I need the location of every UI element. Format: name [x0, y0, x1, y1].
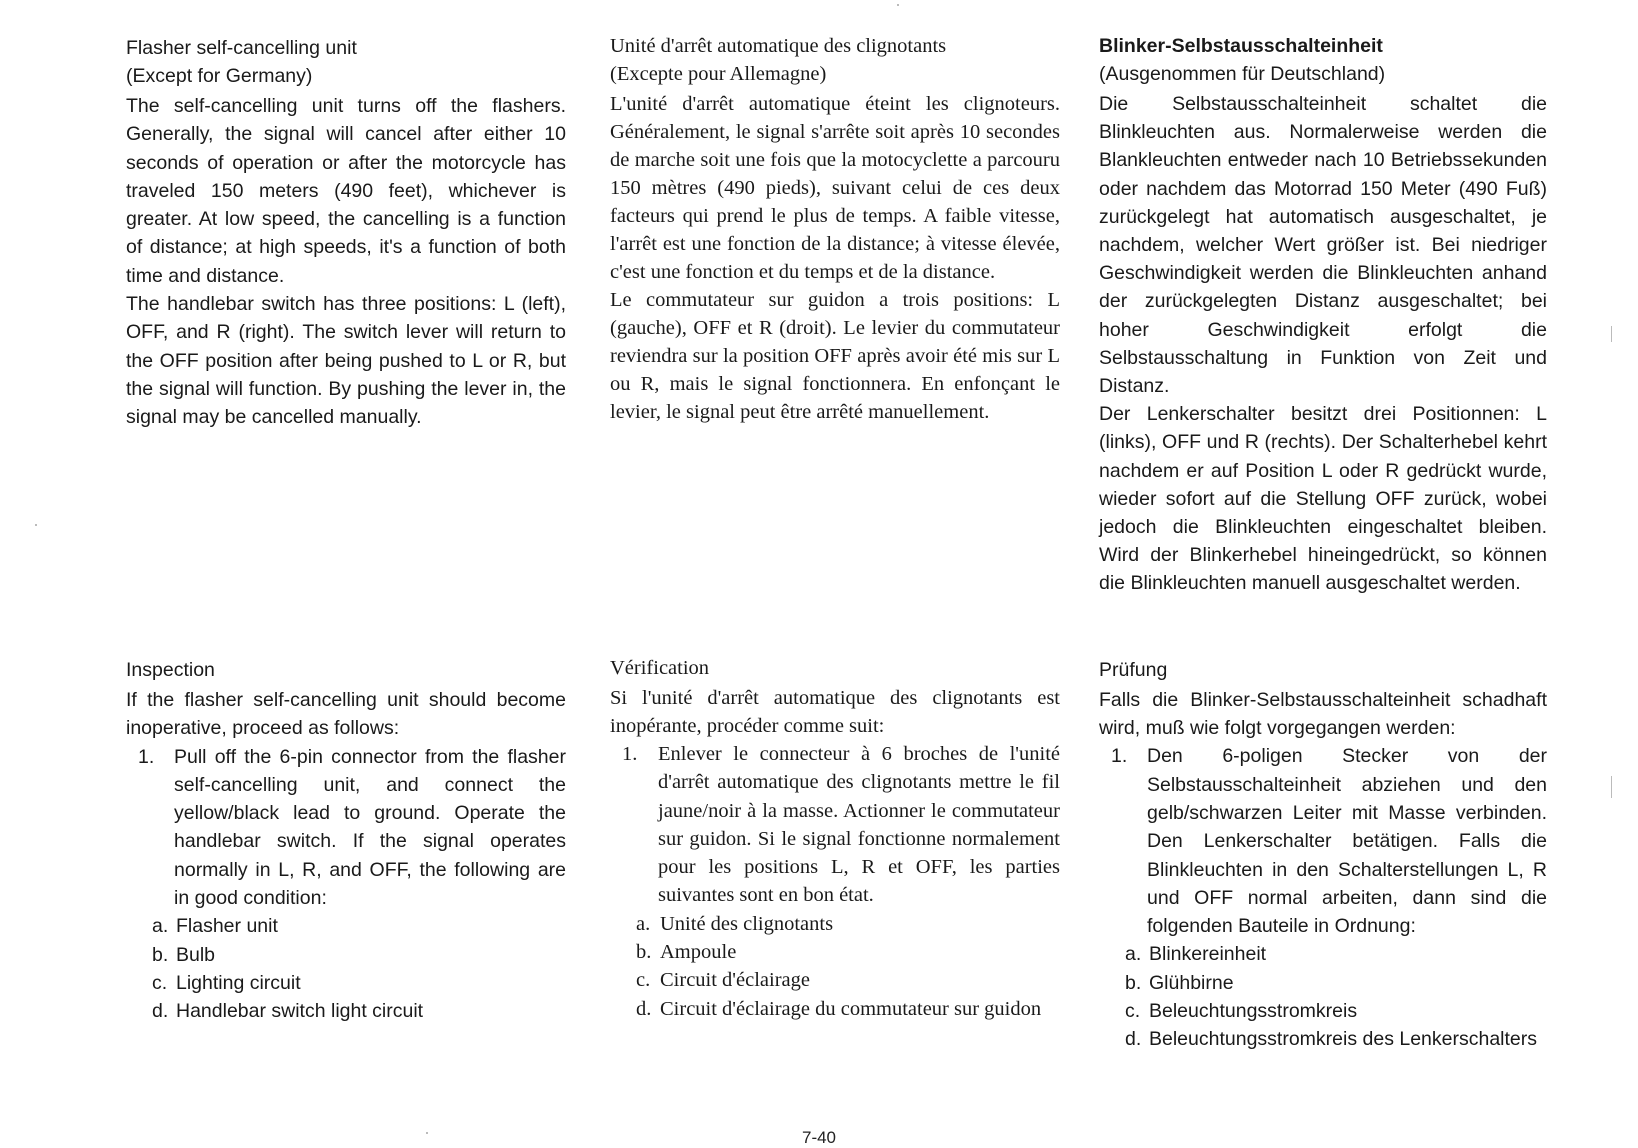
item-letter: d. — [152, 1000, 169, 1023]
english-step-1 — [126, 743, 566, 913]
french-item-b — [610, 938, 1060, 966]
item-letter: c. — [152, 971, 168, 994]
item-text: Beleuchtungsstromkreis des Lenkerschalters — [1149, 1028, 1538, 1051]
english-step-number: 1. — [138, 745, 155, 768]
french-step-number: 1. — [622, 743, 638, 765]
german-step-number: 1. — [1111, 745, 1128, 768]
item-letter: c. — [636, 969, 651, 992]
french-item-c — [610, 966, 1060, 994]
item-text: Unité des clignotants — [660, 912, 834, 935]
scan-speck — [1611, 326, 1612, 342]
item-letter: d. — [1125, 1028, 1142, 1051]
german-item-c — [1099, 997, 1547, 1025]
german-inspection-title: Prüfung — [1099, 659, 1168, 681]
french-inspection-intro: Si l'unité d'arrêt automatique des clignotants est inopérante, procéder comme suit: — [610, 687, 1060, 737]
item-text: Circuit d'éclairage du commutateur sur guidon — [660, 997, 1042, 1020]
item-text: Flasher unit — [176, 915, 278, 938]
french-paragraph-2: Le commutateur sur guidon a trois positions: L (gauche), OFF et R (droit). Le levier du commutateur reviendra sur la position OFF après avoir été mis sur L ou R, mais le signal fonctionnera. En enfonçant le levier, le signal peut être arrêté manuellement. — [610, 289, 1060, 423]
item-letter: b. — [636, 941, 652, 964]
english-inspection-intro: If the flasher self-cancelling unit should become inoperative, proceed as follows: — [126, 689, 566, 740]
scan-speck — [35, 524, 37, 526]
english-item-a — [126, 912, 566, 940]
item-text: Circuit d'éclairage — [660, 969, 810, 992]
page-number: 7-40 — [801, 1128, 837, 1147]
english-item-b — [126, 941, 566, 969]
english-step-text: Pull off the 6-pin connector from the flasher self-cancelling unit, and connect the yellow/black lead to ground. Operate the handlebar switch. If the signal operates normally in L, R, and OFF, the following are in good condition: — [174, 745, 566, 910]
french-item-d — [610, 995, 1060, 1023]
item-letter: b. — [152, 943, 169, 966]
english-item-d — [126, 997, 566, 1025]
item-letter: b. — [1125, 971, 1142, 994]
english-inspection-title: Inspection — [126, 659, 215, 681]
item-text: Glühbirne — [1149, 971, 1234, 994]
german-step-text: Den 6-poligen Stecker von der Selbstausschalteinheit abziehen und den gelb/schwarzen Leiter mit Masse verbinden. Den Lenkerschalter betätigen. Falls die Blinkleuchten in den Schalterstellungen L, R und OFF normal arbeiten, dann sind die folgenden Bauteile in Ordnung: — [1147, 745, 1547, 938]
english-inspection-section — [126, 656, 566, 1026]
german-item-a — [1099, 940, 1547, 968]
item-text: Bulb — [176, 943, 216, 966]
french-subtitle: (Excepte pour Allemagne) — [610, 63, 827, 85]
french-item-a — [610, 910, 1060, 938]
english-column-description — [126, 34, 566, 432]
french-inspection-title: Vérification — [610, 657, 710, 679]
english-subtitle: (Except for Germany) — [126, 65, 313, 87]
french-column-description — [610, 32, 1060, 426]
german-paragraph-2: Der Lenkerschalter besitzt drei Positionnen: L (links), OFF und R (rechts). Der Schalterhebel kehrt nachdem er auf Position L oder R gedrückt wurde, wieder sofort auf die Stellung OFF zurück, wobei jedoch die Blinkleuchten eingeschaltet bleiben. Wird der Blinkerhebel hineingedrückt, so können die Blinkleuchten manuell ausgeschaltet werden. — [1099, 403, 1547, 595]
item-text: Blinkereinheit — [1149, 943, 1267, 966]
french-title: Unité d'arrêt automatique des clignotants — [610, 35, 947, 57]
english-title: Flasher self-cancelling unit — [126, 37, 357, 59]
french-inspection-section — [610, 654, 1060, 1023]
french-paragraph-1: L'unité d'arrêt automatique éteint les clignoteurs. Généralement, le signal s'arrête soit après 10 secondes de marche soit une fois que la motocyclette a parcouru 150 mètres (490 pieds), suivant celui de ces deux facteurs qui prend le plus de temps. A faible vitesse, l'arrêt est une fonction de la distance; à vitesse élevée, c'est une fonction et du temps et de la distance. — [610, 93, 1060, 283]
french-step-text: Enlever le connecteur à 6 broches de l'unité d'arrêt automatique des clignotants mettre le fil jaune/noir à la masse. Actionner le commutateur sur guidon. Si le signal fonctionne normalement pour les positions L, R et OFF, les parties suivantes sont en bon état. — [658, 743, 1060, 907]
german-inspection-intro: Falls die Blinker-Selbstausschalteinheit schadhaft wird, muß wie folgt vorgegangen werden: — [1099, 689, 1547, 740]
scan-speck — [1611, 776, 1612, 798]
item-letter: a. — [1125, 943, 1142, 966]
german-item-d — [1099, 1025, 1547, 1053]
french-step-1 — [610, 740, 1060, 910]
german-column-description — [1099, 32, 1547, 598]
item-text: Ampoule — [660, 941, 737, 964]
english-paragraph-1: The self-cancelling unit turns off the flashers. Generally, the signal will cancel after either 10 seconds of operation or after the motorcycle has traveled 150 meters (490 feet), whichever is greater. At low speed, the cancelling is a function of distance; at high speeds, it's a function of both time and distance. — [126, 95, 566, 287]
scan-speck — [897, 4, 899, 6]
item-text: Beleuchtungsstromkreis — [1149, 1000, 1358, 1023]
item-text: Handlebar switch light circuit — [176, 1000, 424, 1023]
german-title: Blinker-Selbstausschalteinheit — [1099, 35, 1383, 57]
item-letter: a. — [636, 912, 651, 935]
item-letter: a. — [152, 915, 169, 938]
item-letter: d. — [636, 997, 652, 1020]
german-step-1 — [1099, 742, 1547, 940]
item-letter: c. — [1125, 1000, 1141, 1023]
german-item-b — [1099, 969, 1547, 997]
english-item-c — [126, 969, 566, 997]
german-inspection-section — [1099, 656, 1547, 1054]
item-text: Lighting circuit — [176, 971, 301, 994]
scan-speck — [426, 1132, 428, 1134]
english-paragraph-2: The handlebar switch has three positions: L (left), OFF, and R (right). The switch lever will return to the OFF position after being pushed to L or R, but the signal will function. By pushing the lever in, the signal may be cancelled manually. — [126, 293, 566, 429]
german-paragraph-1: Die Selbstausschalteinheit schaltet die Blinkleuchten aus. Normalerweise werden die Blankleuchten entweder nach 10 Betriebssekunden oder nachdem das Motorrad 150 Meter (490 Fuß) zurückgelegt hat automatisch ausgeschaltet, je nachdem, welcher Wert größer ist. Bei niedriger Geschwindigkeit werden die Blinkleuchten anhand der zurückgelegten Distanz ausgeschaltet; bei hoher Geschwindigkeit erfolgt die Selbstausschaltung in Funktion von Zeit und Distanz. — [1099, 93, 1547, 398]
german-subtitle: (Ausgenommen für Deutschland) — [1099, 63, 1386, 85]
